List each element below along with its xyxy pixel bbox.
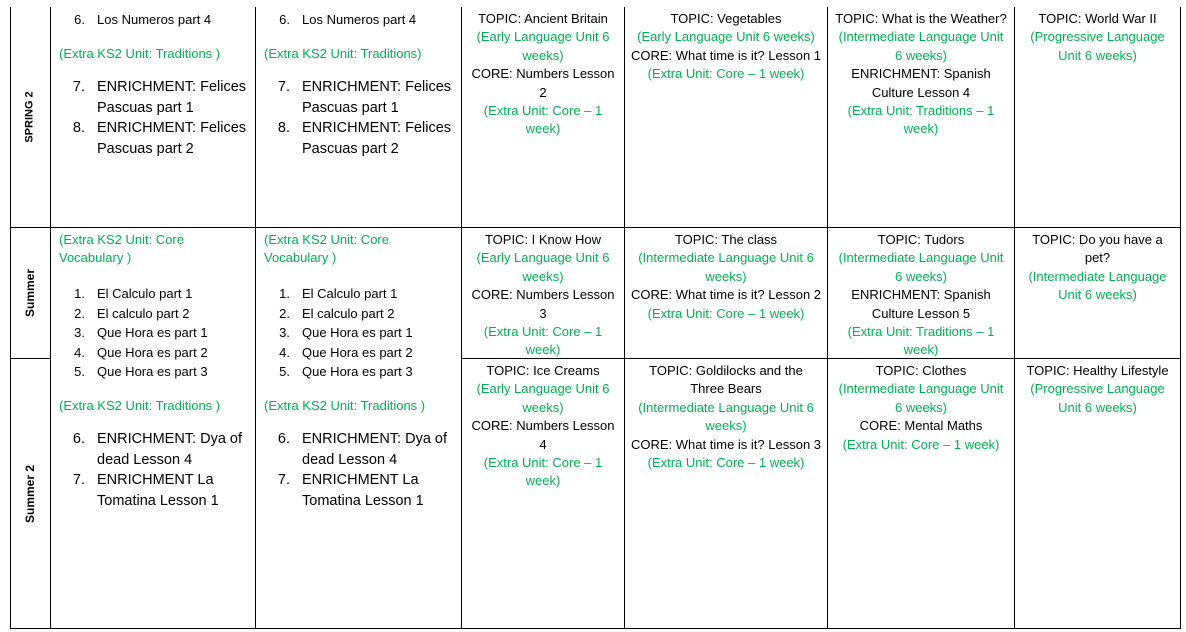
list-item: 6. ENRICHMENT: Dya of dead Lesson 4 bbox=[72, 431, 243, 468]
cell-yr4-summer2 bbox=[625, 360, 827, 628]
unit-note: (Progressive Language Unit 6 weeks) bbox=[1030, 29, 1165, 63]
topic-title: TOPIC: Clothes bbox=[875, 363, 967, 378]
enrichment-lesson: ENRICHMENT: Spanish Culture Lesson 5 bbox=[851, 287, 991, 321]
table-border-bottom bbox=[10, 628, 1181, 629]
core-lesson: CORE: Numbers Lesson 2 bbox=[471, 66, 615, 100]
list-item: 2. El calculo part 2 bbox=[74, 305, 190, 321]
topic-title: TOPIC: Do you have a pet? bbox=[1032, 232, 1163, 266]
list-item: 5. Que Hora es part 3 bbox=[279, 364, 413, 379]
list-item: 1. El Calculo part 1 bbox=[74, 286, 193, 301]
cell-yr3-summer2 bbox=[462, 360, 624, 628]
core-lesson: CORE: Mental Maths bbox=[859, 418, 983, 434]
unit-note: (Progressive Language Unit 6 weeks) bbox=[1030, 381, 1165, 415]
cell-yr5-summer2 bbox=[828, 360, 1014, 628]
topic-title: TOPIC: Ice Creams bbox=[486, 363, 600, 378]
unit-note: (Intermediate Language Unit 6 weeks) bbox=[838, 29, 1004, 63]
unit-note: (Intermediate Language Unit 6 weeks) bbox=[1028, 268, 1167, 303]
list-item: 6. Los Numeros part 4 bbox=[279, 12, 417, 27]
topic-title: TOPIC: Tudors bbox=[877, 232, 965, 247]
list-item: 8. ENRICHMENT: Felices Pascuas part 2 bbox=[277, 120, 452, 157]
curriculum-table bbox=[10, 7, 1181, 629]
unit-note: (Early Language Unit 6 weeks) bbox=[637, 29, 815, 45]
topic-title: TOPIC: I Know How bbox=[484, 232, 602, 247]
cell-yr4-summer bbox=[625, 229, 827, 358]
row-label-text: Summer 2 bbox=[23, 464, 37, 523]
unit-note: (Early Language Unit 6 weeks) bbox=[476, 250, 610, 284]
list-item: 8. ENRICHMENT: Felices Pascuas part 2 bbox=[72, 120, 247, 157]
list-item: 7. ENRICHMENT: Felices Pascuas part 1 bbox=[72, 79, 247, 116]
table-border-right bbox=[1180, 7, 1181, 629]
cell-yr3-summer bbox=[462, 229, 624, 358]
cell-yr5-spring2 bbox=[828, 8, 1014, 227]
extra-unit-note: (Extra Unit: Traditions – 1 week) bbox=[847, 103, 995, 137]
cell-yr4-spring2 bbox=[625, 8, 827, 227]
row-divider bbox=[10, 227, 1181, 228]
core-lesson: CORE: What time is it? Lesson 2 bbox=[631, 287, 822, 303]
extra-unit-note: (Extra KS2 Unit: Traditions ) bbox=[59, 397, 221, 413]
row-label-text: SPRING 2 bbox=[24, 91, 37, 143]
core-lesson: CORE: Numbers Lesson 4 bbox=[471, 418, 615, 452]
cell-yr6-summer bbox=[1015, 229, 1180, 358]
row-label-text: Summer bbox=[23, 268, 37, 318]
list-item: 6. ENRICHMENT: Dya of dead Lesson 4 bbox=[277, 431, 448, 468]
row-divider bbox=[461, 358, 1181, 359]
topic-title: TOPIC: Healthy Lifestyle bbox=[1026, 363, 1169, 378]
list-item: 7. ENRICHMENT: Felices Pascuas part 1 bbox=[277, 79, 452, 116]
enrichment-lesson: ENRICHMENT: Spanish Culture Lesson 4 bbox=[851, 66, 991, 100]
list-item: 3. Que Hora es part 1 bbox=[74, 325, 208, 340]
topic-title: TOPIC: Ancient Britain bbox=[478, 11, 608, 26]
row-label-summer2 bbox=[10, 359, 50, 628]
row-label-spring2 bbox=[10, 7, 50, 227]
extra-unit-note: (Extra KS2 Unit: Core Vocabulary ) bbox=[264, 232, 389, 265]
extra-unit-note: (Extra Unit: Core – 1 week) bbox=[647, 66, 805, 82]
list-item: 3. Que Hora es part 1 bbox=[279, 325, 413, 340]
unit-note: (Intermediate Language Unit 6 weeks) bbox=[638, 250, 814, 284]
topic-title: TOPIC: What is the Weather? bbox=[835, 11, 1007, 26]
extra-unit-note: (Extra Unit: Traditions – 1 week) bbox=[847, 324, 995, 358]
extra-unit-note: (Extra Unit: Core – 1 week) bbox=[647, 455, 805, 471]
unit-note: (Intermediate Language Unit 6 weeks) bbox=[638, 399, 814, 434]
extra-unit-note: (Extra KS2 Unit: Traditions ) bbox=[264, 397, 426, 413]
cell-yr3-spring2 bbox=[462, 8, 624, 227]
extra-unit-note: (Extra KS2 Unit: Traditions ) bbox=[59, 45, 221, 61]
row-label-summer bbox=[10, 228, 50, 358]
topic-title: TOPIC: World War II bbox=[1038, 11, 1157, 26]
list-item: 5. Que Hora es part 3 bbox=[74, 364, 208, 379]
cell-ks-b-summer bbox=[256, 229, 461, 628]
topic-title: TOPIC: Goldilocks and the Three Bears bbox=[649, 363, 803, 397]
unit-note: (Early Language Unit 6 weeks) bbox=[476, 29, 610, 63]
topic-title: TOPIC: Vegetables bbox=[670, 11, 782, 26]
core-lesson: CORE: Numbers Lesson 3 bbox=[471, 287, 615, 321]
cell-yr6-summer2 bbox=[1015, 360, 1180, 628]
unit-note: (Early Language Unit 6 weeks) bbox=[476, 381, 610, 415]
extra-unit-note: (Extra Unit: Core – 1 week) bbox=[842, 436, 1000, 452]
cell-yr5-summer bbox=[828, 229, 1014, 358]
extra-unit-note: (Extra Unit: Core – 1 week) bbox=[647, 305, 805, 321]
list-item: 6. Los Numeros part 4 bbox=[74, 12, 212, 27]
list-item: 2. El calculo part 2 bbox=[279, 305, 395, 321]
cell-ks-a-spring2 bbox=[51, 8, 255, 227]
extra-unit-note: (Extra Unit: Core – 1 week) bbox=[483, 324, 603, 358]
list-item: 1. El Calculo part 1 bbox=[279, 286, 398, 301]
unit-note: (Intermediate Language Unit 6 weeks) bbox=[838, 250, 1004, 284]
extra-unit-note: (Extra KS2 Unit: Core Vocabulary ) bbox=[59, 232, 184, 265]
cell-ks-a-summer bbox=[51, 229, 255, 628]
unit-note: (Intermediate Language Unit 6 weeks) bbox=[838, 381, 1004, 415]
cell-yr6-spring2 bbox=[1015, 8, 1180, 227]
extra-unit-note: (Extra KS2 Unit: Traditions) bbox=[264, 45, 422, 61]
list-item: 7. ENRICHMENT La Tomatina Lesson 1 bbox=[277, 472, 424, 509]
list-item: 7. ENRICHMENT La Tomatina Lesson 1 bbox=[72, 472, 219, 509]
extra-unit-note: (Extra Unit: Core – 1 week) bbox=[483, 103, 603, 137]
topic-title: TOPIC: The class bbox=[674, 232, 778, 247]
extra-unit-note: (Extra Unit: Core – 1 week) bbox=[483, 455, 603, 489]
list-item: 4. Que Hora es part 2 bbox=[74, 344, 208, 360]
list-item: 4. Que Hora es part 2 bbox=[279, 344, 413, 360]
core-lesson: CORE: What time is it? Lesson 3 bbox=[631, 436, 822, 452]
cell-ks-b-spring2 bbox=[256, 8, 461, 227]
core-lesson: CORE: What time is it? Lesson 1 bbox=[631, 47, 822, 63]
